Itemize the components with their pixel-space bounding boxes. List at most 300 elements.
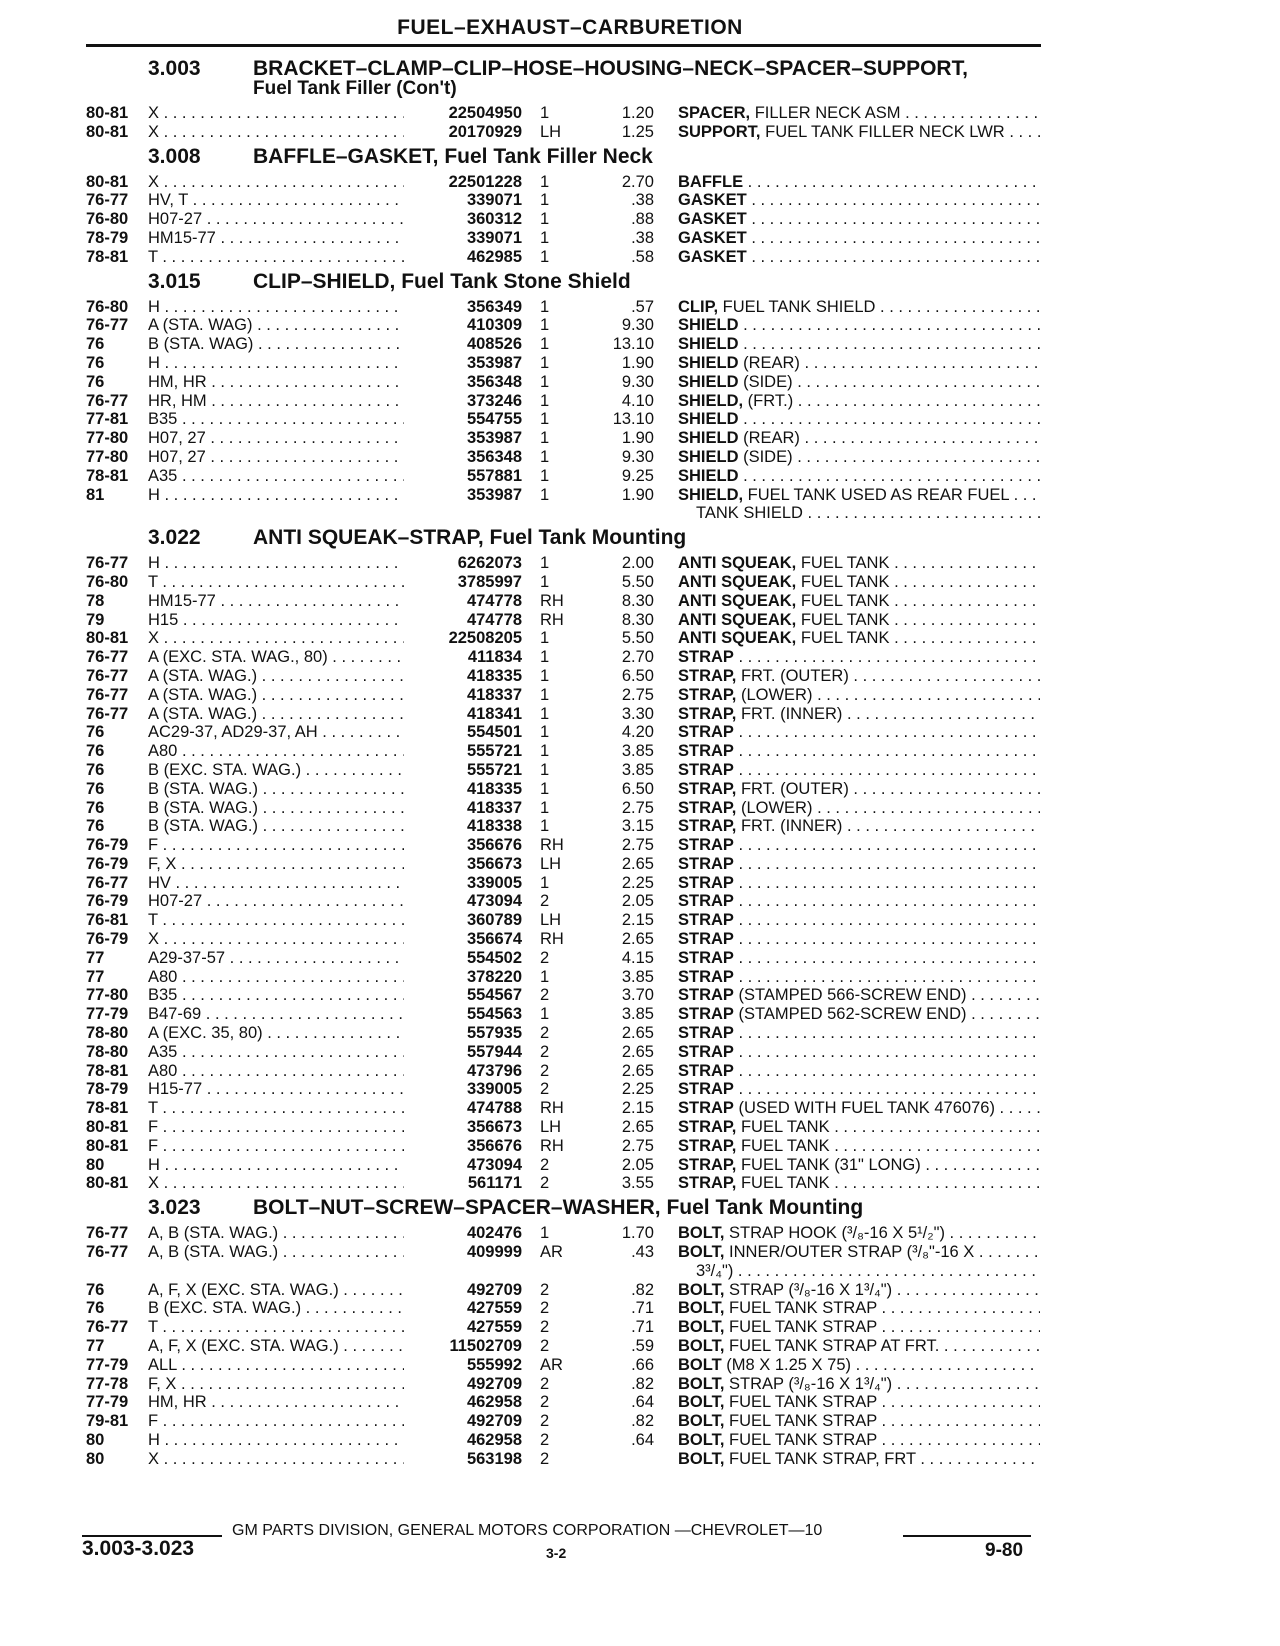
parts-table bbox=[0, 104, 1280, 142]
model-year: 76 bbox=[86, 760, 105, 779]
description bbox=[678, 1243, 1040, 1262]
part-name: STRAP bbox=[678, 1080, 734, 1099]
description bbox=[678, 1318, 1040, 1337]
table-row bbox=[0, 210, 1280, 229]
description bbox=[678, 742, 1040, 761]
model-year: 76 bbox=[86, 723, 105, 742]
part-number: 554501 bbox=[404, 723, 522, 742]
part-number: 462958 bbox=[404, 1393, 522, 1412]
part-detail bbox=[734, 949, 1040, 967]
part-detail: FUEL TANK FILLER NECK LWR . . . bbox=[761, 123, 1040, 141]
part-number: 427559 bbox=[404, 1318, 522, 1337]
description bbox=[678, 104, 1040, 123]
table-row-continuation bbox=[0, 1262, 1280, 1281]
part-number: 474778 bbox=[404, 611, 522, 630]
table-row bbox=[0, 316, 1280, 335]
section-title: ANTI SQUEAK–STRAP, Fuel Tank Mounting bbox=[253, 526, 687, 550]
description bbox=[678, 648, 1040, 667]
part-detail bbox=[734, 742, 1040, 760]
model-year: 78-81 bbox=[86, 247, 129, 266]
model-code: HM15-77 . . . bbox=[148, 592, 414, 611]
part-detail bbox=[747, 229, 1040, 247]
model-year: 81 bbox=[86, 485, 105, 504]
table-row bbox=[0, 1062, 1280, 1081]
table-row bbox=[0, 1356, 1280, 1375]
model-code: F . . . bbox=[148, 836, 414, 855]
part-name: BOLT, bbox=[678, 1449, 725, 1468]
table-row bbox=[0, 986, 1280, 1005]
model-code: A (STA. WAG.) . . . bbox=[148, 686, 414, 705]
model-code: X . . . bbox=[148, 104, 414, 123]
price: 9.30 bbox=[621, 372, 654, 391]
section-header bbox=[0, 142, 1280, 173]
model-year: 76 bbox=[86, 798, 105, 817]
model-code: HM, HR . . . bbox=[148, 1393, 414, 1412]
model-year: 76 bbox=[86, 1280, 105, 1299]
quantity: LH bbox=[540, 911, 562, 930]
price: .71 bbox=[631, 1318, 654, 1337]
part-detail bbox=[734, 836, 1040, 854]
part-name: STRAP, bbox=[678, 1174, 737, 1193]
part-name: SHIELD bbox=[678, 353, 739, 372]
part-name: STRAP, bbox=[678, 1155, 737, 1174]
model-year: 76 bbox=[86, 742, 105, 761]
part-number: 418335 bbox=[404, 667, 522, 686]
quantity: 1 bbox=[540, 410, 550, 429]
quantity: 1 bbox=[540, 104, 550, 122]
part-detail bbox=[734, 1043, 1040, 1061]
table-row bbox=[0, 173, 1280, 192]
description bbox=[678, 723, 1040, 742]
description bbox=[678, 429, 1040, 448]
quantity: 1 bbox=[540, 1005, 550, 1024]
part-name: BOLT, bbox=[678, 1337, 725, 1356]
part-name: BOLT bbox=[678, 1355, 722, 1374]
part-number: 356348 bbox=[404, 373, 522, 392]
part-name: STRAP bbox=[678, 967, 734, 986]
price: 1.70 bbox=[621, 1224, 654, 1243]
part-number: 6262073 bbox=[404, 554, 522, 573]
model-code: H07, 27 . . . bbox=[148, 448, 414, 467]
price: 4.15 bbox=[621, 948, 654, 967]
price: 2.65 bbox=[621, 854, 654, 873]
part-number: 418337 bbox=[404, 799, 522, 818]
model-code: F . . . bbox=[148, 1137, 414, 1156]
model-year: 78-81 bbox=[86, 1061, 129, 1080]
section-title: BOLT–NUT–SCREW–SPACER–WASHER, Fuel Tank Mounting bbox=[253, 1196, 864, 1220]
table-row bbox=[0, 667, 1280, 686]
part-name: GASKET bbox=[678, 210, 747, 229]
part-number: 473796 bbox=[404, 1062, 522, 1081]
model-code: A, B (STA. WAG.) . . . bbox=[148, 1243, 414, 1262]
model-code: H . . . bbox=[148, 1156, 414, 1175]
part-name: STRAP bbox=[678, 911, 734, 930]
part-name: BOLT, bbox=[678, 1243, 725, 1262]
table-row bbox=[0, 705, 1280, 724]
description bbox=[678, 949, 1040, 968]
part-number: 555721 bbox=[404, 761, 522, 780]
model-code: AC29-37, AD29-37, AH . . . bbox=[148, 723, 414, 742]
price: .38 bbox=[631, 228, 654, 247]
price: 2.70 bbox=[621, 648, 654, 667]
price: 4.20 bbox=[621, 723, 654, 742]
quantity: 1 bbox=[540, 353, 550, 372]
quantity: 1 bbox=[540, 485, 550, 504]
description bbox=[678, 298, 1040, 317]
section bbox=[0, 267, 1280, 524]
part-detail: FRT. (INNER) . . . bbox=[736, 817, 1040, 835]
model-year: 76-77 bbox=[86, 316, 129, 335]
model-year: 76-79 bbox=[86, 836, 129, 855]
part-detail: FRT. (OUTER) . . . bbox=[736, 667, 1040, 685]
quantity: 1 bbox=[540, 629, 550, 648]
price: .88 bbox=[631, 210, 654, 229]
part-number: 356349 bbox=[404, 298, 522, 317]
part-number: 373246 bbox=[404, 392, 522, 411]
section-number: 3.008 bbox=[148, 144, 201, 168]
model-code: A (STA. WAG.) . . . bbox=[148, 705, 414, 724]
part-name: STRAP bbox=[678, 1099, 734, 1118]
table-row bbox=[0, 723, 1280, 742]
part-name: BOLT, bbox=[678, 1393, 725, 1412]
part-detail bbox=[734, 1080, 1040, 1098]
table-row bbox=[0, 1156, 1280, 1175]
model-code: A, B (STA. WAG.) . . . bbox=[148, 1224, 414, 1243]
table-row bbox=[0, 467, 1280, 486]
table-row bbox=[0, 1224, 1280, 1243]
description bbox=[678, 1299, 1040, 1318]
part-number: 492709 bbox=[404, 1412, 522, 1431]
part-number: 427559 bbox=[404, 1299, 522, 1318]
description bbox=[678, 930, 1040, 949]
price: .82 bbox=[631, 1280, 654, 1299]
part-detail: (USED WITH FUEL TANK 476076) . . . bbox=[734, 1099, 1040, 1117]
table-row bbox=[0, 1337, 1280, 1356]
part-detail: (LOWER) . . . bbox=[736, 686, 1040, 704]
model-code: X . . . bbox=[148, 1174, 414, 1193]
price: 8.30 bbox=[621, 591, 654, 610]
part-detail: (M8 X 1.25 X 75) . . . bbox=[722, 1356, 1040, 1374]
price: .58 bbox=[631, 247, 654, 266]
model-year: 80 bbox=[86, 1431, 105, 1449]
description bbox=[678, 855, 1040, 874]
table-row bbox=[0, 392, 1280, 411]
quantity: RH bbox=[540, 1099, 564, 1118]
price: 2.65 bbox=[621, 1118, 654, 1137]
description bbox=[678, 1024, 1040, 1043]
part-name: STRAP, bbox=[678, 817, 737, 836]
price: 3.55 bbox=[621, 1174, 654, 1193]
part-detail: FUEL TANK . . . bbox=[796, 573, 1040, 591]
part-detail: (REAR) . . . bbox=[739, 354, 1040, 372]
part-name: BOLT, bbox=[678, 1280, 725, 1299]
model-code: H15-77 . . . bbox=[148, 1080, 414, 1099]
model-code: HR, HM . . . bbox=[148, 392, 414, 411]
price: 1.20 bbox=[621, 104, 654, 122]
part-number: 555721 bbox=[404, 742, 522, 761]
quantity: 1 bbox=[540, 967, 550, 986]
section-number: 3.022 bbox=[148, 526, 201, 550]
quantity: 1 bbox=[540, 447, 550, 466]
description bbox=[678, 1224, 1040, 1243]
model-code: A80 . . . bbox=[148, 742, 414, 761]
table-row bbox=[0, 229, 1280, 248]
part-detail: (SIDE) . . . bbox=[739, 373, 1040, 391]
price: 2.75 bbox=[621, 836, 654, 855]
part-detail: FUEL TANK . . . bbox=[736, 1118, 1040, 1136]
part-name: SHIELD, bbox=[678, 391, 744, 410]
part-number: 492709 bbox=[404, 1375, 522, 1394]
part-name: GASKET bbox=[678, 228, 747, 247]
model-code: ALL . . . bbox=[148, 1356, 414, 1375]
model-code: H . . . bbox=[148, 354, 414, 373]
part-detail bbox=[734, 1062, 1040, 1080]
part-number: 360789 bbox=[404, 911, 522, 930]
model-code: X . . . bbox=[148, 629, 414, 648]
part-detail bbox=[734, 1024, 1040, 1042]
table-row bbox=[0, 335, 1280, 354]
part-detail: INNER/OUTER STRAP (³/₈"-16 X . . . bbox=[724, 1243, 1040, 1261]
part-number: 360312 bbox=[404, 210, 522, 229]
table-row bbox=[0, 573, 1280, 592]
model-year: 80-81 bbox=[86, 629, 129, 648]
model-year: 76 bbox=[86, 372, 105, 391]
table-row bbox=[0, 1318, 1280, 1337]
part-name: STRAP bbox=[678, 1042, 734, 1061]
description bbox=[678, 248, 1040, 267]
price: 2.25 bbox=[621, 873, 654, 892]
table-row bbox=[0, 1243, 1280, 1262]
price: 2.05 bbox=[621, 892, 654, 911]
model-code: T . . . bbox=[148, 1318, 414, 1337]
model-year: 76-79 bbox=[86, 892, 129, 911]
quantity: 1 bbox=[540, 572, 550, 591]
description bbox=[678, 1137, 1040, 1156]
model-code: A (STA. WAG) . . . bbox=[148, 316, 414, 335]
price: 3.85 bbox=[621, 967, 654, 986]
part-number: 356676 bbox=[404, 1137, 522, 1156]
description bbox=[678, 448, 1040, 467]
model-year: 76-79 bbox=[86, 854, 129, 873]
model-year: 76-77 bbox=[86, 191, 129, 210]
price: 13.10 bbox=[612, 335, 654, 354]
part-detail: (SIDE) . . . bbox=[739, 448, 1040, 466]
part-detail-continued: TANK SHIELD . . . bbox=[678, 504, 1040, 522]
price: 1.90 bbox=[621, 353, 654, 372]
model-year: 77-78 bbox=[86, 1374, 129, 1393]
part-number: 555992 bbox=[404, 1356, 522, 1375]
model-year: 79 bbox=[86, 610, 105, 629]
table-row bbox=[0, 761, 1280, 780]
price: 6.50 bbox=[621, 779, 654, 798]
price: 2.70 bbox=[621, 172, 654, 191]
model-code: A (STA. WAG.) . . . bbox=[148, 667, 414, 686]
part-number: 410309 bbox=[404, 316, 522, 335]
price: 2.65 bbox=[621, 1024, 654, 1043]
model-year: 80-81 bbox=[86, 122, 129, 141]
table-row bbox=[0, 1137, 1280, 1156]
quantity: 1 bbox=[540, 316, 550, 335]
quantity: LH bbox=[540, 854, 562, 873]
quantity: AR bbox=[540, 1243, 563, 1262]
price: .38 bbox=[631, 191, 654, 210]
description bbox=[678, 1412, 1040, 1431]
part-detail bbox=[747, 210, 1040, 228]
model-year: 80-81 bbox=[86, 1136, 129, 1155]
part-number: 339071 bbox=[404, 229, 522, 248]
quantity: 1 bbox=[540, 723, 550, 742]
price: 2.25 bbox=[621, 1080, 654, 1099]
quantity: LH bbox=[540, 1118, 562, 1137]
part-detail: (LOWER) . . . bbox=[736, 799, 1040, 817]
table-row bbox=[0, 968, 1280, 987]
model-code: A, F, X (EXC. STA. WAG.) . . . bbox=[148, 1337, 414, 1356]
model-code: A35 . . . bbox=[148, 467, 414, 486]
model-code: B47-69 . . . bbox=[148, 1005, 414, 1024]
quantity: 1 bbox=[540, 297, 550, 316]
table-row bbox=[0, 429, 1280, 448]
description-continued bbox=[678, 1262, 1040, 1281]
section-header bbox=[0, 1193, 1280, 1224]
part-detail: FUEL TANK . . . bbox=[736, 1137, 1040, 1155]
price: 3.70 bbox=[621, 986, 654, 1005]
part-name: SHIELD bbox=[678, 410, 739, 429]
part-name: STRAP bbox=[678, 854, 734, 873]
description bbox=[678, 210, 1040, 229]
table-row bbox=[0, 780, 1280, 799]
model-year: 77-79 bbox=[86, 1355, 129, 1374]
price: 13.10 bbox=[612, 410, 654, 429]
part-detail: FUEL TANK STRAP . . . bbox=[724, 1299, 1040, 1317]
price: 2.75 bbox=[621, 685, 654, 704]
part-name: STRAP bbox=[678, 1024, 734, 1043]
model-code: B35 . . . bbox=[148, 986, 414, 1005]
quantity: 1 bbox=[540, 191, 550, 210]
model-year: 77 bbox=[86, 967, 105, 986]
model-code: A, F, X (EXC. STA. WAG.) . . . bbox=[148, 1281, 414, 1300]
part-name: SHIELD, bbox=[678, 485, 744, 504]
price: 9.30 bbox=[621, 447, 654, 466]
part-name: STRAP, bbox=[678, 704, 737, 723]
model-year: 76-77 bbox=[86, 704, 129, 723]
price: 2.00 bbox=[621, 554, 654, 573]
model-code: X . . . bbox=[148, 123, 414, 142]
footer-publisher: GM PARTS DIVISION, GENERAL MOTORS CORPORATION —CHEVROLET—10 bbox=[232, 1522, 823, 1539]
table-row bbox=[0, 373, 1280, 392]
part-number: 356348 bbox=[404, 448, 522, 467]
quantity: 1 bbox=[540, 666, 550, 685]
part-name: STRAP bbox=[678, 742, 734, 761]
part-name: STRAP bbox=[678, 986, 734, 1005]
footer-section-range: 3.003-3.023 bbox=[82, 1537, 195, 1560]
model-code: B (STA. WAG.) . . . bbox=[148, 780, 414, 799]
model-code: T . . . bbox=[148, 573, 414, 592]
description bbox=[678, 1062, 1040, 1081]
description bbox=[678, 761, 1040, 780]
table-row bbox=[0, 104, 1280, 123]
part-detail: FUEL TANK . . . bbox=[796, 592, 1040, 610]
model-code: A (EXC. STA. WAG., 80) . . . bbox=[148, 648, 414, 667]
parts-table bbox=[0, 1224, 1280, 1468]
description bbox=[678, 968, 1040, 987]
quantity: 1 bbox=[540, 685, 550, 704]
model-year: 78-79 bbox=[86, 228, 129, 247]
table-row bbox=[0, 592, 1280, 611]
quantity: RH bbox=[540, 836, 564, 855]
model-code: T . . . bbox=[148, 1099, 414, 1118]
description bbox=[678, 316, 1040, 335]
part-detail: FUEL TANK (31" LONG) . . . bbox=[736, 1156, 1040, 1174]
part-number: 22504950 bbox=[404, 104, 522, 123]
part-detail: (STAMPED 562-SCREW END) . . . bbox=[734, 1005, 1040, 1023]
quantity: 2 bbox=[540, 1318, 550, 1337]
quantity: 1 bbox=[540, 429, 550, 448]
description bbox=[678, 1118, 1040, 1137]
description bbox=[678, 554, 1040, 573]
part-number: 20170929 bbox=[404, 123, 522, 142]
quantity: 1 bbox=[540, 817, 550, 836]
part-name: STRAP, bbox=[678, 779, 737, 798]
part-detail: FUEL TANK . . . bbox=[796, 554, 1040, 572]
part-name: SHIELD bbox=[678, 429, 739, 448]
table-row bbox=[0, 298, 1280, 317]
model-code: H15 . . . bbox=[148, 611, 414, 630]
table-row bbox=[0, 410, 1280, 429]
table-row bbox=[0, 448, 1280, 467]
price: .59 bbox=[631, 1337, 654, 1356]
description bbox=[678, 1337, 1040, 1356]
model-year: 77-80 bbox=[86, 986, 129, 1005]
model-code: A80 . . . bbox=[148, 968, 414, 987]
price: 2.15 bbox=[621, 1099, 654, 1118]
footer-page-number: 3-2 bbox=[546, 1545, 567, 1561]
price: 2.65 bbox=[621, 930, 654, 949]
description bbox=[678, 1080, 1040, 1099]
model-year: 76-77 bbox=[86, 1243, 129, 1262]
table-row bbox=[0, 1450, 1280, 1469]
table-row bbox=[0, 1118, 1280, 1137]
section bbox=[0, 142, 1280, 267]
part-detail bbox=[747, 248, 1040, 266]
part-number: 473094 bbox=[404, 892, 522, 911]
price: 3.15 bbox=[621, 817, 654, 836]
part-name: STRAP, bbox=[678, 798, 737, 817]
model-year: 76 bbox=[86, 1299, 105, 1318]
quantity: RH bbox=[540, 930, 564, 949]
model-code: B (EXC. STA. WAG.) . . . bbox=[148, 1299, 414, 1318]
table-row bbox=[0, 648, 1280, 667]
quantity: 2 bbox=[540, 1374, 550, 1393]
price: 1.25 bbox=[621, 122, 654, 141]
quantity: 2 bbox=[540, 1024, 550, 1043]
model-code: H . . . bbox=[148, 1431, 414, 1450]
parts-table bbox=[0, 554, 1280, 1193]
section-subtitle: Fuel Tank Filler (Con't) bbox=[253, 78, 457, 99]
part-number: 353987 bbox=[404, 429, 522, 448]
model-code: X . . . bbox=[148, 173, 414, 192]
model-year: 80 bbox=[86, 1155, 105, 1174]
quantity: RH bbox=[540, 591, 564, 610]
description bbox=[678, 486, 1040, 505]
parts-table bbox=[0, 298, 1280, 524]
model-year: 78-81 bbox=[86, 466, 129, 485]
part-name: SUPPORT, bbox=[678, 122, 761, 141]
part-name: STRAP bbox=[678, 948, 734, 967]
model-year: 76-77 bbox=[86, 391, 129, 410]
part-number: 408526 bbox=[404, 335, 522, 354]
page-title: FUEL–EXHAUST–CARBURETION bbox=[397, 16, 743, 39]
part-detail bbox=[734, 968, 1040, 986]
